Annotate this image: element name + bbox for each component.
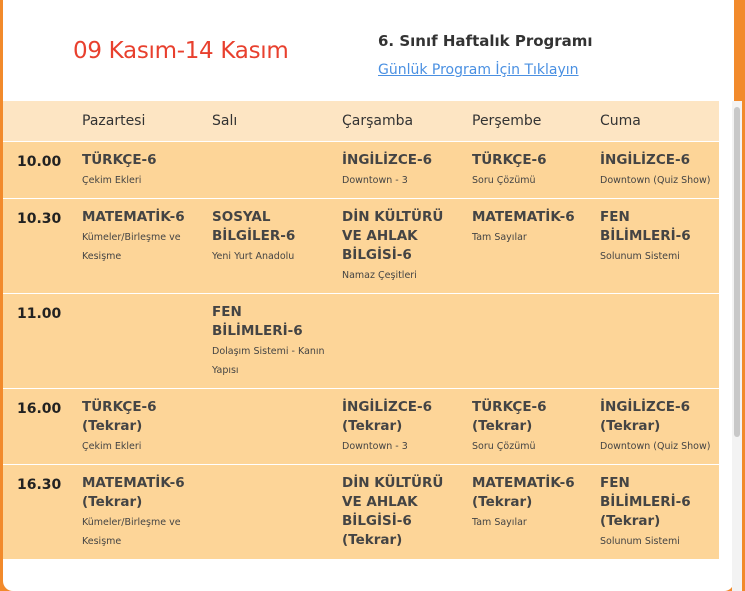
lesson-topic: Downtown - 3: [342, 175, 408, 186]
lesson-topic: Çekim Ekleri: [82, 175, 142, 186]
lesson-topic: Solunum Sistemi: [600, 251, 680, 262]
schedule-cell: [205, 389, 335, 465]
schedule-cell: [465, 142, 593, 199]
date-range: 09 Kasım-14 Kasım: [73, 38, 289, 64]
day-header: Perşembe: [465, 101, 593, 142]
lesson-topic: Downtown - 3: [342, 441, 408, 452]
day-header: Pazartesi: [75, 101, 205, 142]
table-row: [3, 294, 719, 389]
page-title: 6. Sınıf Haftalık Programı: [378, 32, 593, 50]
table-row: [3, 389, 719, 465]
lesson-subject: İNGİLİZCE-6: [600, 152, 690, 168]
schedule-cell: [593, 389, 719, 465]
lesson-topic: Soru Çözümü: [472, 441, 536, 452]
lesson-topic: Namaz Çeşitleri: [342, 270, 417, 281]
schedule-cell: [335, 465, 465, 560]
day-header: Salı: [205, 101, 335, 142]
table-row: [3, 465, 719, 560]
table-row: [3, 142, 719, 199]
time-cell: 10.30: [3, 199, 75, 294]
lesson-topic: Kümeler/Birleşme ve Kesişme: [82, 232, 181, 262]
lesson-topic: Kümeler/Birleşme ve Kesişme: [82, 517, 181, 547]
table-header-row: [3, 101, 719, 142]
lesson-topic: Çekim Ekleri: [82, 441, 142, 452]
schedule-table-wrapper: [3, 101, 719, 591]
schedule-cell: [205, 465, 335, 560]
vertical-scrollbar[interactable]: [732, 101, 742, 591]
lesson-subject: TÜRKÇE-6 (Tekrar): [472, 399, 547, 434]
schedule-cell: [335, 294, 465, 389]
lesson-subject: TÜRKÇE-6: [82, 152, 157, 168]
schedule-cell: [205, 142, 335, 199]
lesson-topic: Yeni Yurt Anadolu: [212, 251, 295, 262]
schedule-card: [3, 0, 734, 591]
lesson-subject: DİN KÜLTÜRÜ VE AHLAK BİLGİSİ-6 (Tekrar): [342, 475, 444, 548]
lesson-subject: İNGİLİZCE-6 (Tekrar): [342, 399, 432, 434]
day-header: Çarşamba: [335, 101, 465, 142]
schedule-cell: [465, 465, 593, 560]
lesson-subject: İNGİLİZCE-6 (Tekrar): [600, 399, 690, 434]
day-header: Cuma: [593, 101, 719, 142]
lesson-subject: FEN BİLİMLERİ-6 (Tekrar): [600, 475, 691, 529]
time-cell: 16.00: [3, 389, 75, 465]
daily-program-link[interactable]: Günlük Program İçin Tıklayın: [378, 62, 579, 78]
schedule-cell: [75, 389, 205, 465]
lesson-subject: FEN BİLİMLERİ-6: [212, 304, 303, 339]
lesson-subject: DİN KÜLTÜRÜ VE AHLAK BİLGİSİ-6: [342, 209, 444, 263]
schedule-cell: [205, 199, 335, 294]
schedule-cell: [75, 465, 205, 560]
weekly-schedule-table: [3, 101, 719, 559]
lesson-topic: Tam Sayılar: [472, 517, 527, 528]
lesson-subject: SOSYAL BİLGİLER-6: [212, 209, 296, 244]
schedule-cell: [593, 465, 719, 560]
time-cell: 16.30: [3, 465, 75, 560]
schedule-cell: [593, 142, 719, 199]
schedule-cell: [75, 142, 205, 199]
schedule-cell: [465, 294, 593, 389]
schedule-cell: [335, 389, 465, 465]
scrollbar-thumb[interactable]: [734, 107, 740, 437]
lesson-topic: Dolaşım Sistemi - Kanın Yapısı: [212, 346, 325, 376]
lesson-topic: Downtown (Quiz Show): [600, 441, 711, 452]
schedule-cell: [593, 199, 719, 294]
lesson-subject: MATEMATİK-6: [472, 209, 575, 225]
lesson-topic: Soru Çözümü: [472, 175, 536, 186]
schedule-cell: [205, 294, 335, 389]
lesson-topic: Downtown (Quiz Show): [600, 175, 711, 186]
lesson-topic: Tam Sayılar: [472, 232, 527, 243]
time-column-header: [3, 101, 75, 142]
lesson-subject: MATEMATİK-6 (Tekrar): [472, 475, 575, 510]
lesson-subject: İNGİLİZCE-6: [342, 152, 432, 168]
lesson-subject: TÜRKÇE-6 (Tekrar): [82, 399, 157, 434]
schedule-cell: [75, 199, 205, 294]
table-row: [3, 199, 719, 294]
lesson-subject: MATEMATİK-6 (Tekrar): [82, 475, 185, 510]
schedule-cell: [75, 294, 205, 389]
schedule-cell: [465, 199, 593, 294]
schedule-cell: [465, 389, 593, 465]
time-cell: 10.00: [3, 142, 75, 199]
time-cell: 11.00: [3, 294, 75, 389]
schedule-cell: [335, 142, 465, 199]
schedule-cell: [335, 199, 465, 294]
schedule-cell: [593, 294, 719, 389]
lesson-topic: Solunum Sistemi: [600, 536, 680, 547]
lesson-subject: TÜRKÇE-6: [472, 152, 547, 168]
lesson-subject: MATEMATİK-6: [82, 209, 185, 225]
lesson-subject: FEN BİLİMLERİ-6: [600, 209, 691, 244]
